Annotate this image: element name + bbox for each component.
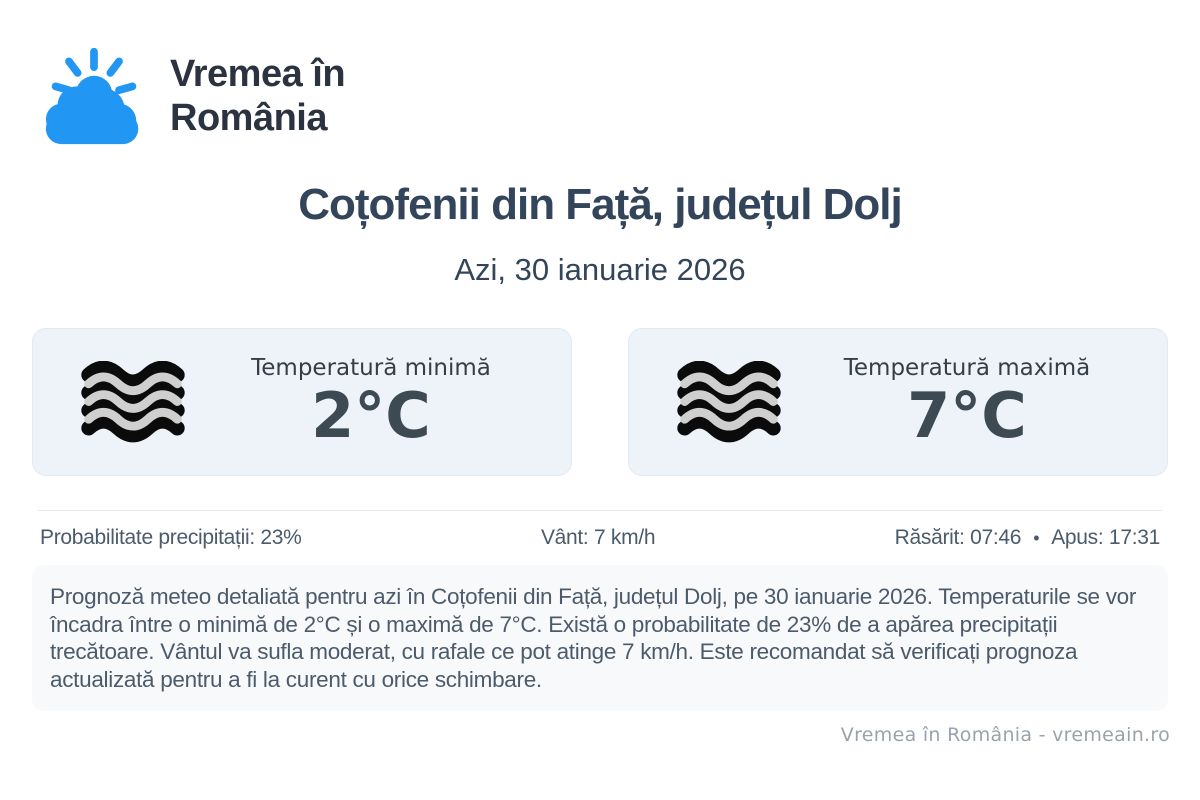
max-temperature-label: Temperatură maximă	[843, 355, 1091, 382]
divider	[38, 510, 1162, 511]
logo-line1: Vremea în	[170, 52, 346, 95]
fog-icon	[69, 361, 197, 444]
stats-row	[40, 526, 1160, 550]
min-temperature-label: Temperatură minimă	[251, 355, 491, 382]
fog-icon	[665, 361, 793, 444]
forecast-text-box	[32, 565, 1168, 711]
bullet-separator: •	[1033, 527, 1040, 548]
sunrise-stat: Răsărit: 07:46	[894, 526, 1022, 549]
logo-line2: România	[170, 97, 327, 139]
max-temperature-value: 7°C	[907, 379, 1027, 453]
max-temperature-block	[793, 355, 1141, 453]
site-logo[interactable]	[40, 46, 1200, 146]
sun-times	[895, 526, 1160, 550]
min-temperature-block	[197, 355, 545, 453]
max-temperature-card	[628, 328, 1168, 476]
precipitation-stat: Probabilitate precipitații: 23%	[40, 526, 302, 549]
cloud-sun-icon	[40, 46, 148, 146]
page-title: Coțofenii din Față, județul Dolj	[298, 180, 902, 229]
wind-stat: Vânt: 7 km/h	[540, 526, 656, 549]
logo-text	[170, 52, 345, 140]
forecast-text: Prognoză meteo detaliată pentru azi în Coțofenii din Față, județul Dolj, pe 30 ianuarie 2026. Temperaturile se vor încadra între o minimă de 2°C și o maximă de 7°C. Există o probabilitate de 23% de a apărea precipitații trecătoare. Vântul va sufla moderat, cu rafale ce pot atinge 7 km/h. Este recomandat să verificați prognoza actualizată pentru a fi la curent cu orice schimbare.	[50, 584, 1137, 692]
page-date: Azi, 30 ianuarie 2026	[454, 252, 746, 287]
min-temperature-card	[32, 328, 572, 476]
temperature-cards	[32, 328, 1168, 476]
footer-credit: Vremea în România - vremeain.ro	[840, 724, 1170, 746]
min-temperature-value: 2°C	[311, 379, 431, 453]
sunset-stat: Apus: 17:31	[1051, 526, 1160, 549]
